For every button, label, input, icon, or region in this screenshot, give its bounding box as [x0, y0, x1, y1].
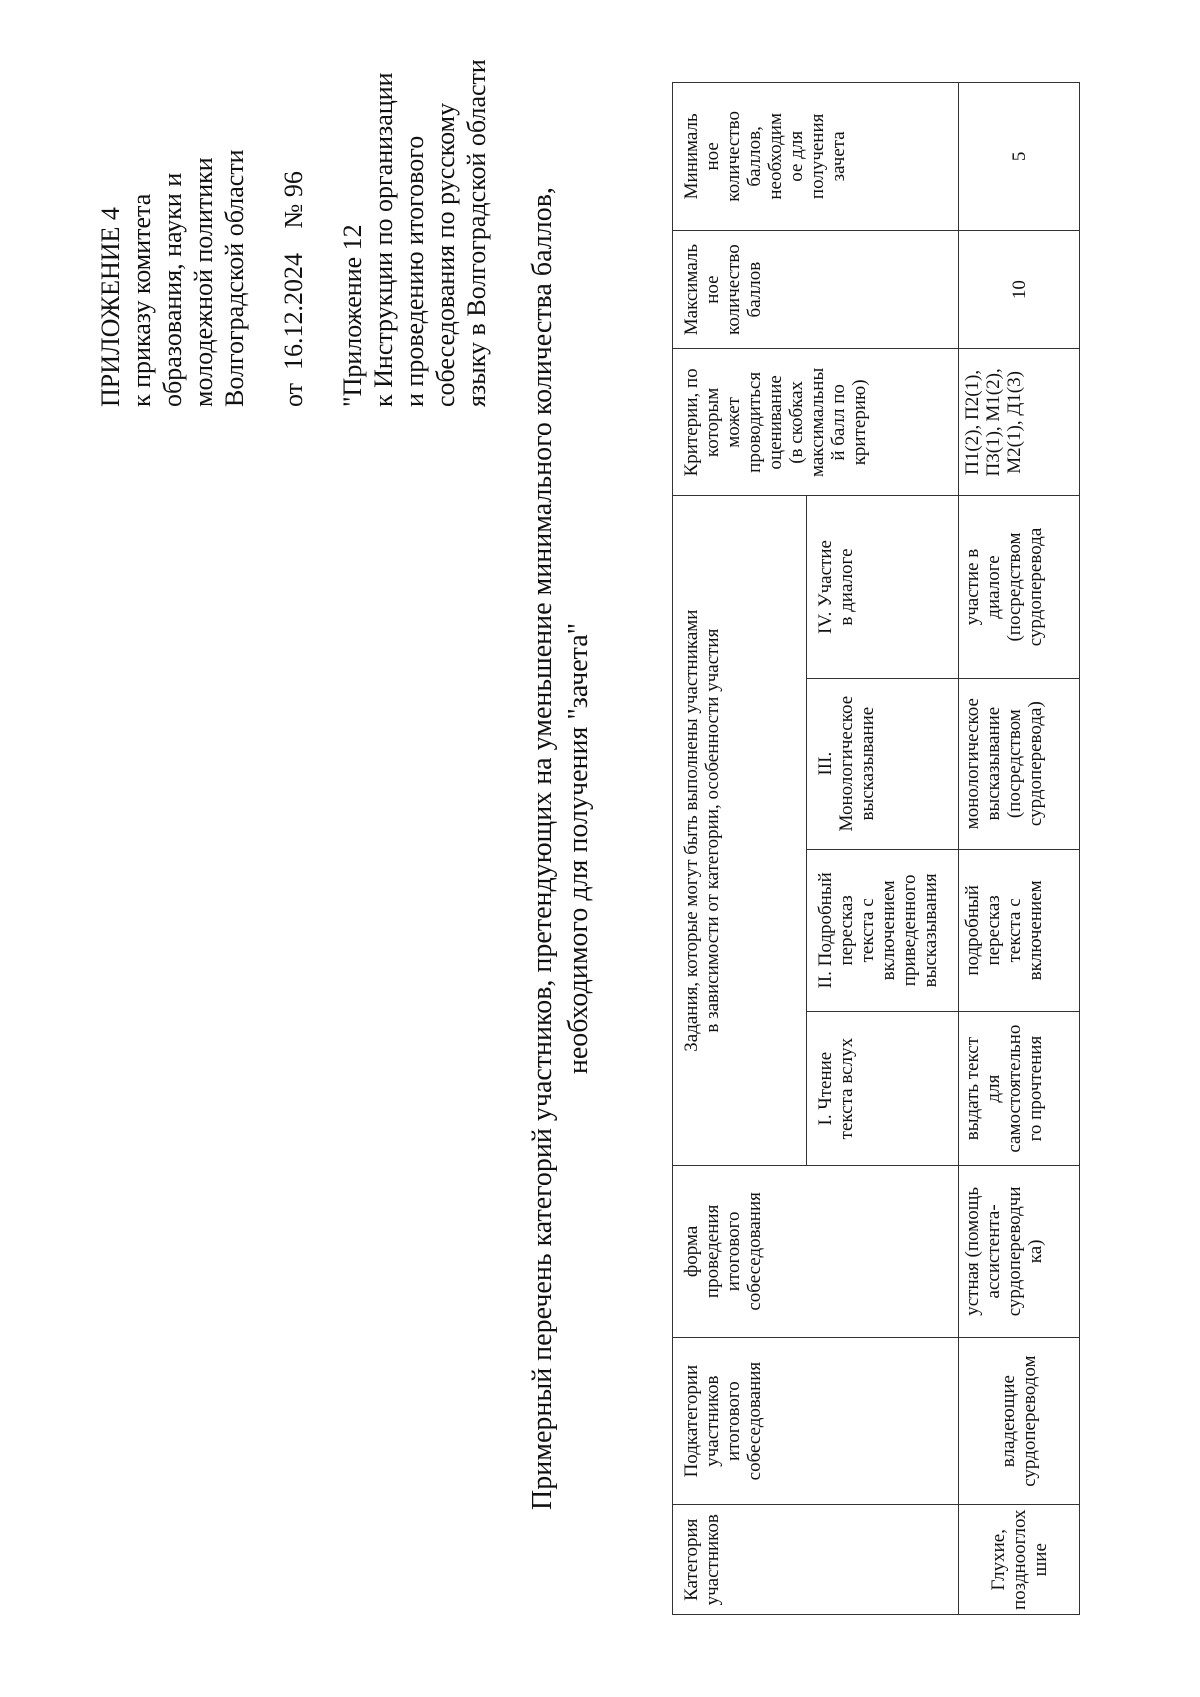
appendix-line: Волгоградской области	[220, 149, 249, 407]
cell-max-score: 10	[959, 230, 1080, 349]
cell-criteria: П1(2), П2(1), П3(1), М1(2), М2(1), Д1(3)	[959, 349, 1080, 496]
header-task-3: III. Монологическое высказывание	[807, 678, 959, 849]
document-title	[525, 0, 597, 1697]
date-prefix: от	[279, 382, 308, 407]
cell-category: Глухие, позднооглох шие	[959, 1505, 1080, 1615]
header-min-score: Минималь ное количество баллов, необходим ое для получения зачета	[673, 83, 959, 231]
header-task-4: IV. Участие в диалоге	[807, 496, 959, 679]
order-date: 16.12.2024	[279, 252, 308, 370]
title-line: Примерный перечень категорий участников, претендующих на уменьшение минимального количества баллов,	[527, 187, 558, 1510]
order-date-line	[278, 59, 309, 407]
header-criteria: Критерии, по которым может проводиться оценивание (в скобках максимальны й балл по критерию)	[673, 349, 959, 496]
categories-table	[672, 82, 1080, 1615]
header-task-1: I. Чтение текста вслух	[807, 1012, 959, 1166]
title-line: необходимого для получения "зачета"	[563, 622, 594, 1075]
table-row	[959, 83, 1080, 1615]
header-tasks: Задания, которые могут быть выполнены участниками в зависимости от категории, особенности участия	[673, 496, 807, 1166]
instruction-line: собеседования по русскому	[431, 102, 460, 407]
header-category: Категория участников	[673, 1505, 959, 1615]
header-task-2: II. Подробный пересказ текста с включением приведенного высказывания	[807, 849, 959, 1012]
instruction-line: к Инструкции по организации	[369, 72, 398, 407]
instruction-line: языку в Волгоградской области	[462, 59, 491, 407]
cell-task-1: выдать текст для самостоятельно го прочтения	[959, 1012, 1080, 1166]
appendix-line: образования, науки и	[158, 172, 187, 407]
cell-task-2: подробный пересказ текста с включением	[959, 849, 1080, 1012]
cell-form: устная (помощь ассистента- сурдопереводчи ка)	[959, 1166, 1080, 1338]
order-number: № 96	[279, 171, 308, 229]
appendix-header	[95, 59, 492, 407]
header-subcategory: Подкатегории участников итогового собеседования	[673, 1337, 959, 1505]
appendix-line: молодежной политики	[189, 157, 218, 407]
cell-min-score: 5	[959, 83, 1080, 231]
header-form: форма проведения итогового собеседования	[673, 1166, 959, 1338]
header-max-score: Максималь ное количество баллов	[673, 230, 959, 349]
instruction-appendix-title: "Приложение 12	[338, 224, 367, 407]
appendix-title: ПРИЛОЖЕНИЕ 4	[96, 207, 125, 407]
appendix-line: к приказу комитета	[127, 193, 156, 407]
cell-subcategory: владеющие сурдопереводом	[959, 1337, 1080, 1505]
instruction-line: и проведению итогового	[400, 135, 429, 407]
cell-task-4: участие в диалоге (посредством сурдоперевода	[959, 496, 1080, 679]
cell-task-3: монологическое высказывание (посредством сурдоперевода)	[959, 678, 1080, 849]
